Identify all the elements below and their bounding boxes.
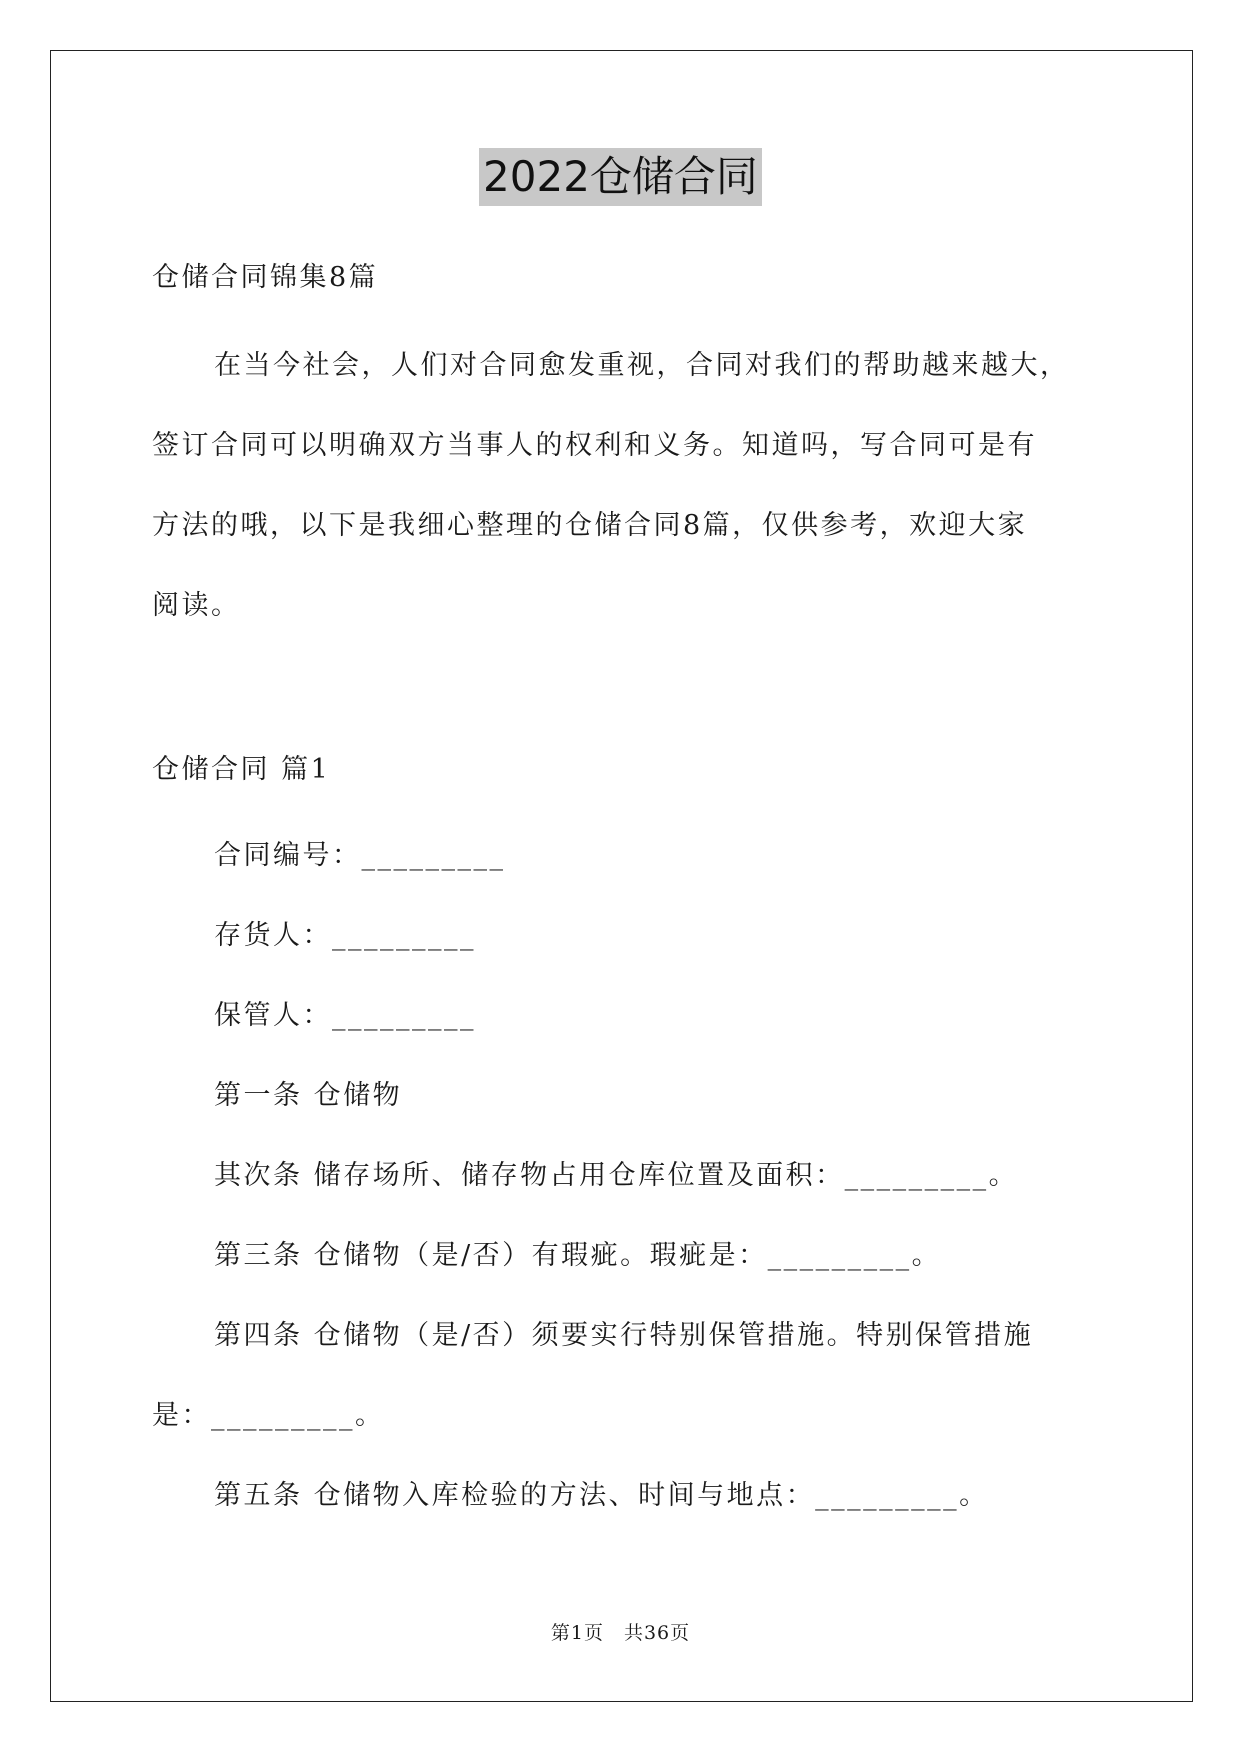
document-title: 2022仓储合同	[479, 148, 762, 206]
intro-line-2: 签订合同可以明确双方当事人的权利和义务。知道吗，写合同可是有	[152, 430, 1037, 461]
title-container	[0, 148, 1241, 206]
article-1: 第一条 仓储物	[214, 1080, 403, 1111]
section-heading: 仓储合同 篇1	[152, 754, 331, 785]
intro-line-4: 阅读。	[152, 590, 241, 621]
article-3: 第三条 仓储物（是/否）有瑕疵。瑕疵是：_________。	[214, 1240, 942, 1271]
article-4-line-1: 第四条 仓储物（是/否）须要实行特别保管措施。特别保管措施	[214, 1320, 1034, 1351]
article-4-line-2: 是：_________。	[152, 1400, 385, 1431]
page-border	[50, 50, 1193, 1702]
article-5: 第五条 仓储物入库检验的方法、时间与地点：_________。	[214, 1480, 989, 1511]
page-footer: 第1页 共36页	[550, 1622, 691, 1644]
custodian-field: 保管人：_________	[214, 1000, 476, 1031]
intro-line-1: 在当今社会，人们对合同愈发重视，合同对我们的帮助越来越大，	[214, 350, 1070, 381]
intro-line-3: 方法的哦，以下是我细心整理的仓储合同8篇，仅供参考，欢迎大家	[152, 510, 1028, 541]
depositor-field: 存货人：_________	[214, 920, 476, 951]
article-2: 其次条 储存场所、储存物占用仓库位置及面积：_________。	[214, 1160, 1019, 1191]
document-subtitle: 仓储合同锦集8篇	[152, 262, 379, 293]
contract-number-field: 合同编号：_________	[214, 840, 506, 871]
